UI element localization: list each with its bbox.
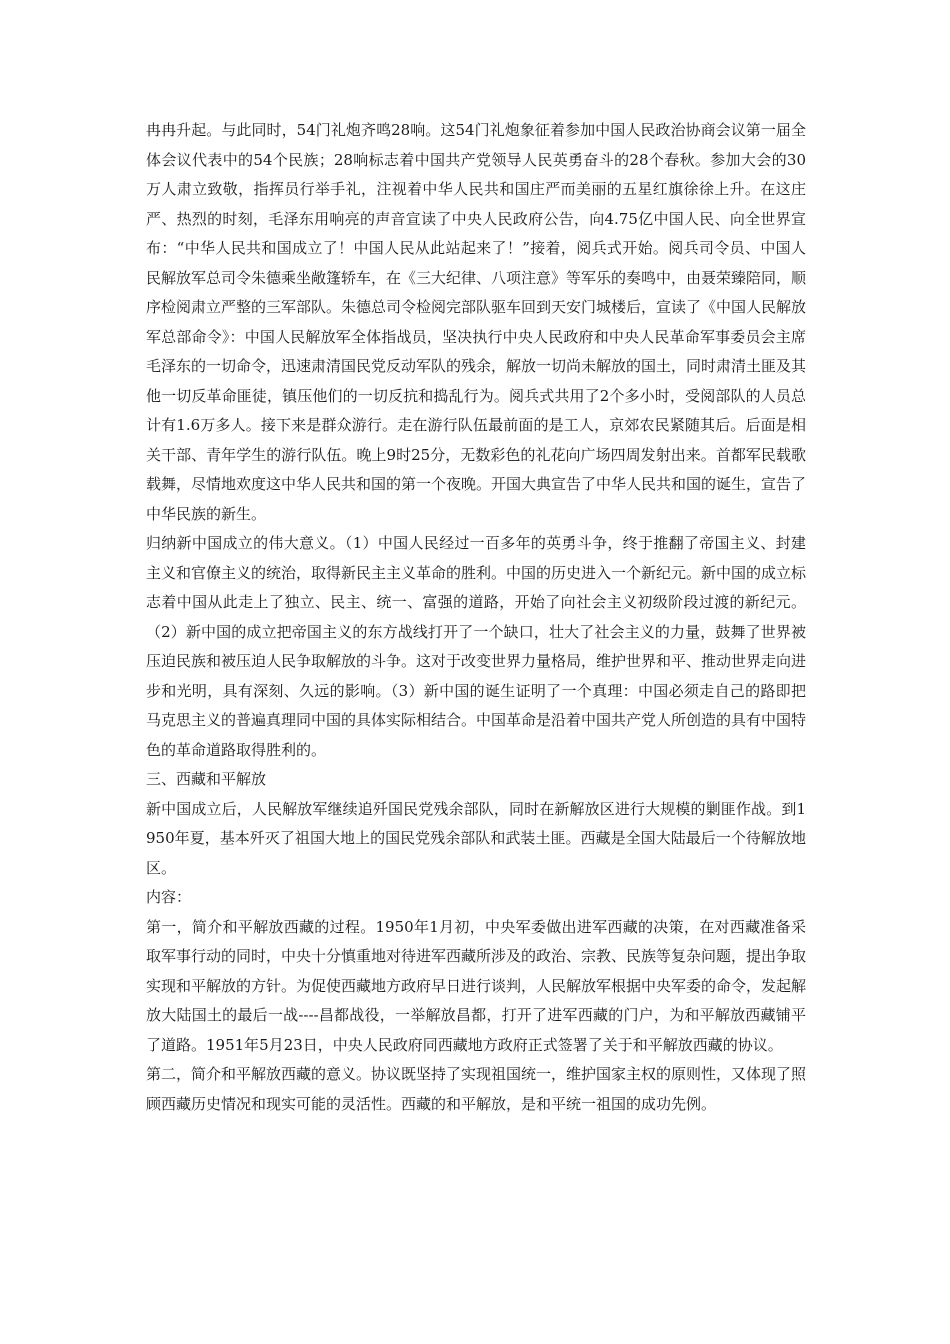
paragraph-founding-ceremony: 冉冉升起。与此同时，54门礼炮齐鸣28响。这54门礼炮象征着参加中国人民政治协商会议第一届全体会议代表中的54个民族；28响标志着中国共产党领导人民英勇奋斗的28个春秋。参加大会的30万人肃立致敬，指挥员行举手礼，注视着中华人民共和国庄严而美丽的五星红旗徐徐上升。在这庄严、热烈的时刻，毛泽东用响亮的声音宣读了中央人民政府公告，向4.75亿中国人民、向全世界宣布：“中华人民共和国成立了！中国人民从此站起来了！”接着，阅兵式开始。阅兵司令员、中国人民解放军总司令朱德乘坐敞篷轿车，在《三大纪律、八项注意》等军乐的奏鸣中，由聂荣臻陪同，顺序检阅肃立严整的三军部队。朱德总司令检阅完部队驱车回到天安门城楼后，宣读了《中国人民解放军总部命令》：中国人民解放军全体指战员，坚决执行中央人民政府和中央人民革命军事委员会主席毛泽东的一切命令，迅速肃清国民党反动军队的残余，解放一切尚未解放的国土，同时肃清土匪及其他一切反革命匪徒，镇压他们的一切反抗和捣乱行为。阅兵式共用了2个多小时，受阅部队的人员总计有1.6万多人。接下来是群众游行。走在游行队伍最前面的是工人，京郊农民紧随其后。后面是相关干部、青年学生的游行队伍。晚上9时25分，无数彩色的礼花向广场四周发射出来。首都军民载歌载舞，尽情地欢度这中华人民共和国的第一个夜晚。开国大典宣告了中华人民共和国的诞生，宣告了中华民族的新生。 — [146, 121, 807, 523]
paragraph-tibet-significance: 第二，简介和平解放西藏的意义。协议既坚持了实现祖国统一，维护国家主权的原则性，又体现了照顾西藏历史情况和现实可能的灵活性。西藏的和平解放，是和平统一祖国的成功先例。 — [146, 1065, 807, 1113]
paragraph-content-label: 内容： — [146, 888, 192, 906]
document-page — [146, 116, 806, 1119]
paragraph-tibet-background: 新中国成立后，人民解放军继续追歼国民党残余部队，同时在新解放区进行大规模的剿匪作战。到1950年夏，基本歼灭了祖国大地上的国民党残余部队和武装土匪。西藏是全国大陆最后一个待解放地区。 — [146, 799, 806, 877]
paragraph-tibet-process: 第一，简介和平解放西藏的过程。1950年1月初，中央军委做出进军西藏的决策，在对西藏准备采取军事行动的同时，中央十分慎重地对待进军西藏所涉及的政治、宗教、民族等复杂问题，提出争取实现和平解放的方针。为促使西藏地方政府早日进行谈判，人民解放军根据中央军委的命令，发起解放大陆国土的最后一战----昌都战役，一举解放昌都，打开了进军西藏的门户，为和平解放西藏铺平了道路。1951年5月23日，中央人民政府同西藏地方政府正式签署了关于和平解放西藏的协议。 — [146, 917, 807, 1054]
section-heading-tibet: 三、西藏和平解放 — [146, 770, 267, 788]
paragraph-significance: 归纳新中国成立的伟大意义。（1）中国人民经过一百多年的英勇斗争，终于推翻了帝国主义、封建主义和官僚主义的统治，取得新民主主义革命的胜利。中国的历史进入一个新纪元。新中国的成立标志着中国从此走上了独立、民主、统一、富强的道路，开始了向社会主义初级阶段过渡的新纪元。（2）新中国的成立把帝国主义的东方战线打开了一个缺口，壮大了社会主义的力量，鼓舞了世界被压迫民族和被压迫人民争取解放的斗争。这对于改变世界力量格局，维护世界和平、推动世界走向进步和光明，具有深刻、久远的影响。（3）新中国的诞生证明了一个真理：中国必须走自己的路即把马克思主义的普遍真理同中国的具体实际相结合。中国革命是沿着中国共产党人所创造的具有中国特色的革命道路取得胜利的。 — [146, 534, 807, 759]
